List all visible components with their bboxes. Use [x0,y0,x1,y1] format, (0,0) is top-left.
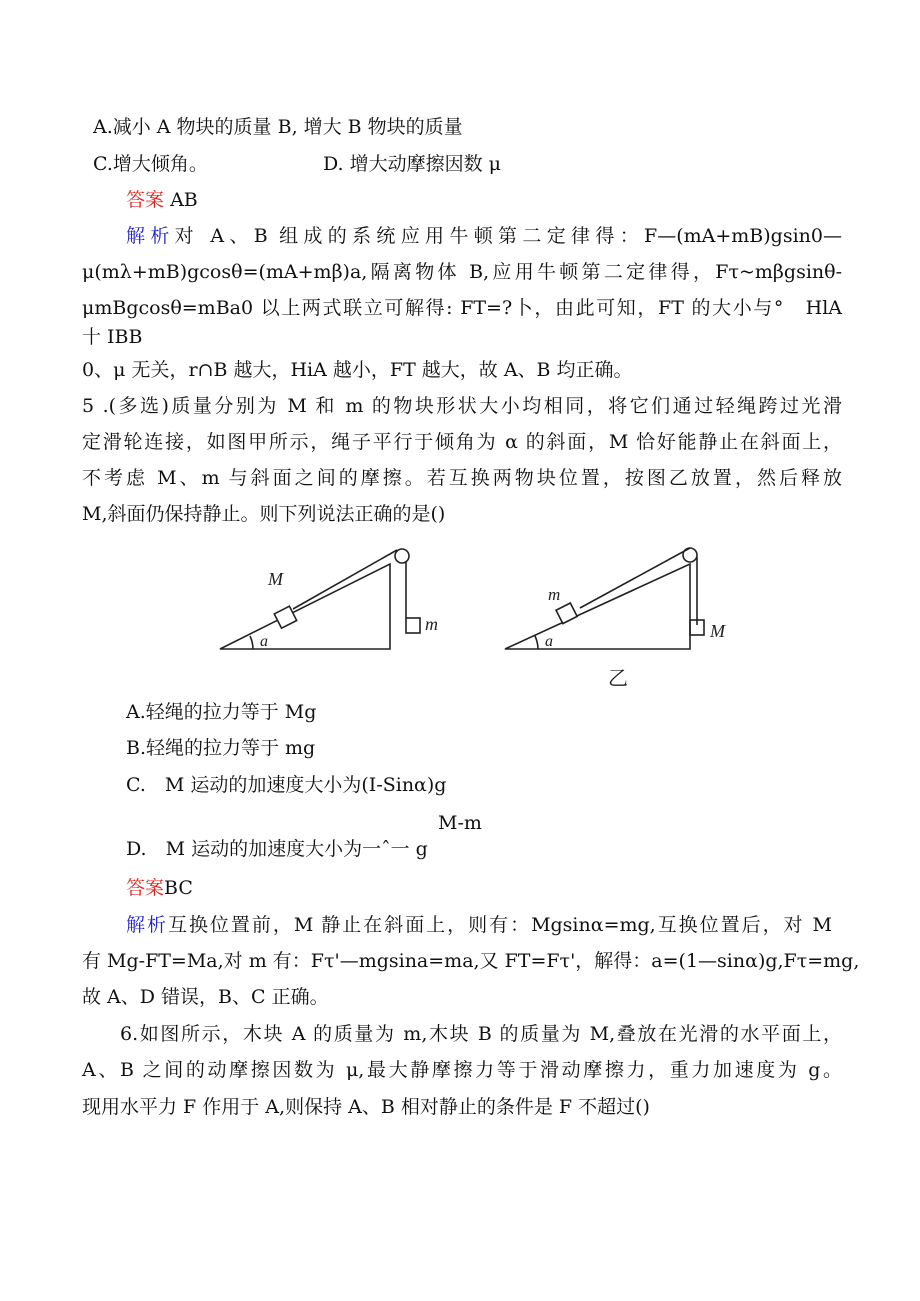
angle-label: a [545,633,553,650]
q5-option-c: C. M 运动的加速度大小为(I-Sinα)g [126,774,447,796]
hanging-block-label: m [425,614,438,634]
incline [505,564,690,649]
q5-stem-line-1: 5 .(多选)质量分别为 M 和 m 的物块形状大小均相同，将它们通过轻绳跨过光滑 [82,395,842,417]
pulley-icon [395,549,409,563]
analysis-text: 互换位置前，M 静止在斜面上，则有：Mgsinα=mg,互换位置后，对 M [167,914,832,936]
hanging-block-label: M [710,621,725,641]
answer-value: AB [170,189,198,211]
hanging-block [406,618,420,633]
q4-analysis-line-5: 0、μ 无关，r∩B 越大，HiA 越小，FT 越大，故 A、B 均正确。 [82,359,633,381]
analysis-label: 解析 [126,914,168,936]
q5-option-a: A.轻绳的拉力等于 Mg [126,701,317,723]
angle-arc [250,636,253,649]
q4-option-a: A.减小 A 物块的质量 B, 增大 B 物块的质量 [93,116,463,138]
q5-stem-line-3: 不考虑 M、m 与斜面之间的摩擦。若互换两物块位置，按图乙放置，然后释放 [82,467,842,489]
q4-analysis-line-4: 十 IBB [82,326,143,348]
incline-block-label: M [268,569,283,589]
q5-stem-line-2: 定滑轮连接，如图甲所示，绳子平行于倾角为 α 的斜面，M 恰好能静止在斜面上， [82,431,842,453]
q4-analysis-line-1 [126,224,842,248]
answer-label: 答案 [126,877,165,899]
q4-analysis-line-3: μmBgcosθ=mBa0 以上两式联立可解得: FT=?卜，由此可知，FT 的大小与° HlA [82,297,842,319]
q6-stem-line-1: 6.如图所示，木块 A 的质量为 m,木块 B 的质量为 M,叠放在光滑的水平面上， [120,1023,842,1045]
incline-block-label: m [548,585,561,604]
q5-analysis-line-2: 有 Mg-FT=Ma,对 m 有：Fτ'—mgsina=ma,又 FT=Fτ'，解得：a=(1—sinα)g,Fτ=mg, [82,950,860,972]
q6-stem-line-2: A、B 之间的动摩擦因数为 μ,最大静摩擦力等于滑动摩擦力，重力加速度为 g。 [82,1059,842,1081]
figure-right [500,540,740,690]
answer-label: 答案 [126,189,165,211]
incline [220,564,390,649]
answer-value: BC [164,877,193,899]
q5-option-b: B.轻绳的拉力等于 mg [126,737,316,759]
analysis-text: 对 A、B 组成的系统应用牛顿第二定律得：F—(mA+mB)gsin0— [174,225,842,247]
figure-left [215,540,455,665]
q5-option-d-numerator: M-m [438,812,482,834]
q5-analysis-line-3: 故 A、D 错误，B、C 正确。 [82,986,329,1008]
q4-answer [126,188,198,212]
figure-caption: 乙 [608,668,628,690]
q5-analysis-line-1 [126,913,832,937]
q6-stem-line-3: 现用水平力 F 作用于 A,则保持 A、B 相对静止的条件是 F 不超过() [82,1096,650,1118]
q4-option-c: C.增大倾角。 [93,153,208,175]
incline-block [556,603,577,624]
angle-arc [535,636,538,649]
analysis-label: 解析 [126,225,175,247]
q5-answer [126,876,193,900]
angle-label: a [260,633,268,650]
q4-option-d: D. 增大动摩擦因数 μ [323,153,502,175]
q5-option-d: D. M 运动的加速度大小为一ˆ一 g [126,838,428,860]
rope [580,548,697,625]
q5-stem-line-4: M,斜面仍保持静止。则下列说法正确的是() [82,503,446,525]
q4-analysis-line-2: μ(mλ+mB)gcosθ=(mA+mβ)a,隔离物体 B,应用牛顿第二定律得，Fτ~mβgsinθ- [82,261,842,283]
